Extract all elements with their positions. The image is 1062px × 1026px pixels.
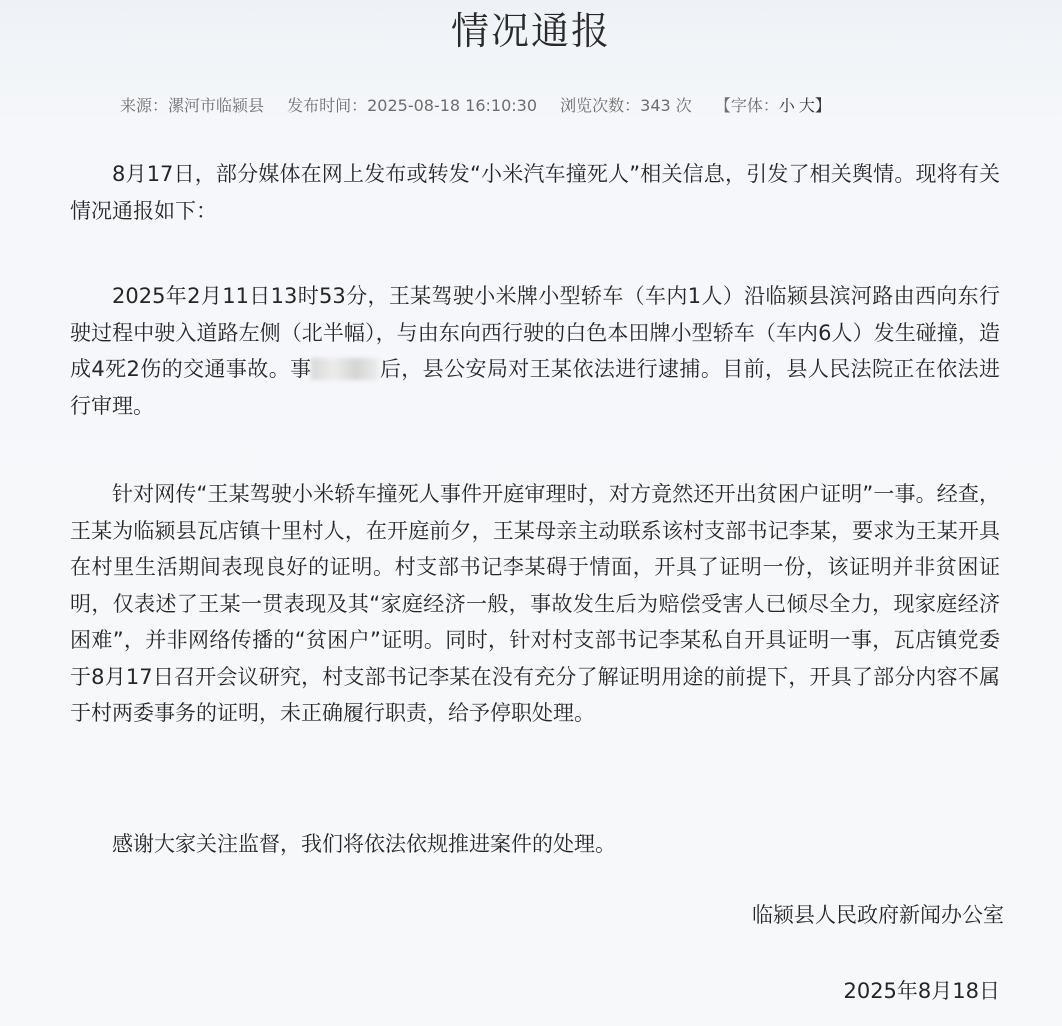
font-large-button[interactable]: 大】: [798, 96, 831, 115]
meta-bar: [120, 94, 835, 118]
paragraph-investigation: 针对网传“王某驾驶小米轿车撞死人事件开庭审理时，对方竟然还开出贫困户证明”一事。经查，王某为临颍县瓦店镇十里村人，在开庭前夕，王某母亲主动联系该村支部书记李某，要求为王某开具在村里生活期间表现良好的证明。村支部书记李某碍于情面，开具了证明一份，该证明并非贫困证明，仅表述了王某一贯表现及其“家庭经济一般，事故发生后为赔偿受害人已倾尽全力，现家庭经济困难”，并非网络传播的“贫困户”证明。同时，针对村支部书记李某私自开具证明一事，瓦店镇党委于8月17日召开会议研究，村支部书记李某在没有充分了解证明用途的前提下，开具了部分内容不属于村两委事务的证明，未正确履行职责，给予停职处理。: [70, 482, 1000, 725]
redacted-blur: [311, 358, 379, 380]
issuer-signature: 临颍县人民政府新闻办公室: [752, 903, 1004, 927]
paragraph-thanks: 感谢大家关注监督，我们将依法依规推进案件的处理。: [112, 832, 616, 856]
source-label: 来源：漯河市临颍县: [120, 96, 265, 115]
view-count: 浏览次数：343 次: [560, 96, 692, 115]
paragraph-accident-part1: 2025年2月11日13时53分，王某驾驶小米牌小型轿车（车内1人）沿临颍县滨河路由西向东行驶过程中驶入道路左侧（北半幅），与由东向西行驶的白色本田牌小型轿车（车内6人）发生碰撞，造成4死2伤的交通事故。事: [70, 284, 1000, 381]
paragraph-accident: [70, 278, 1000, 424]
paragraph-intro: 8月17日，部分媒体在网上发布或转发“小米汽车撞死人”相关信息，引发了相关舆情。现将有关情况通报如下：: [70, 162, 1000, 223]
issue-date: 2025年8月18日: [843, 979, 1000, 1003]
page-title: 情况通报: [450, 9, 611, 53]
font-small-button[interactable]: 小: [778, 96, 795, 115]
paragraph-accident-part2: 后，县公安局对王某依法进行逮捕。目前，县人民法院正在依法进行审理。: [70, 357, 1000, 418]
publish-time: 发布时间：2025-08-18 16:10:30: [287, 96, 538, 115]
font-size-label: 【字体：: [714, 96, 779, 115]
